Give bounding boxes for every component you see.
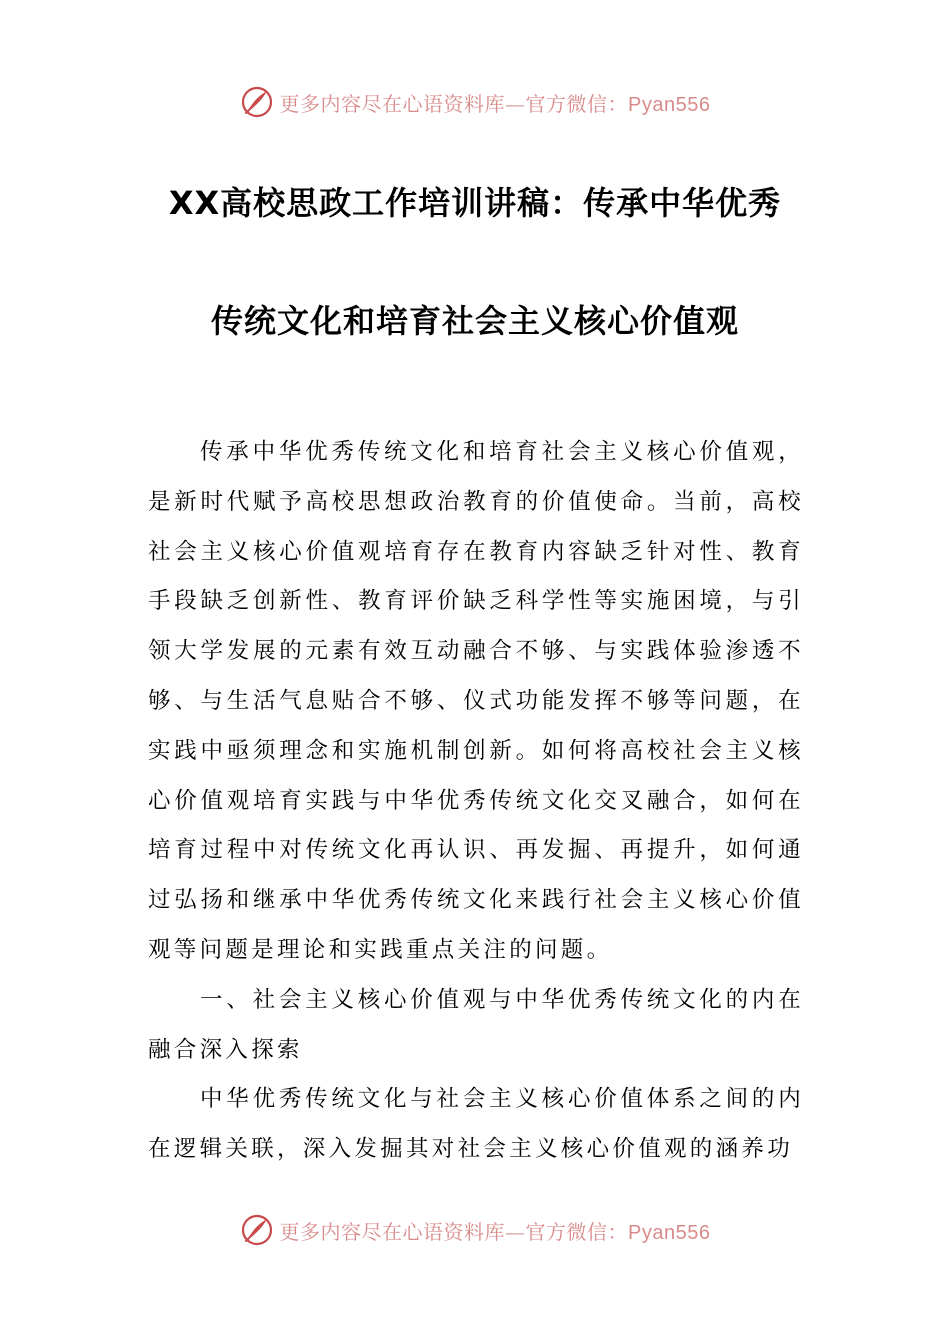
feather-pen-logo-icon xyxy=(240,1213,274,1247)
body-paragraph: 传承中华优秀传统文化和培育社会主义核心价值观，是新时代赋予高校思想政治教育的价值使命。当前，高校社会主义核心价值观培育存在教育内容缺乏针对性、教育手段缺乏创新性、教育评价缺乏科学性等实施困境，与引领大学发展的元素有效互动融合不够、与实践体验渗透不够、与生活气息贴合不够、仪式功能发挥不够等问题，在实践中亟须理念和实施机制创新。如何将高校社会主义核心价值观培育实践与中华优秀传统文化交叉融合，如何在培育过程中对传统文化再认识、再发掘、再提升，如何通过弘扬和继承中华优秀传统文化来践行社会主义核心价值观等问题是理论和实践重点关注的问题。 xyxy=(148,439,804,963)
feather-pen-logo-icon xyxy=(240,85,274,119)
body-paragraph: 中华优秀传统文化与社会主义核心价值体系之间的内在逻辑关联，深入发掘其对社会主义核心价值观的涵养功 xyxy=(148,1086,804,1163)
document-body xyxy=(148,428,804,1175)
watermark-text: 更多内容尽在心语资料库—官方微信：Pyan556 xyxy=(279,91,711,116)
document-title-line-2: 传统文化和培育社会主义核心价值观 xyxy=(210,302,739,340)
watermark-header xyxy=(0,82,950,122)
watermark-text: 更多内容尽在心语资料库—官方微信：Pyan556 xyxy=(279,1219,711,1244)
document-title-line-1: XX高校思政工作培训讲稿：传承中华优秀 xyxy=(168,184,782,222)
section-heading: 一、社会主义核心价值观与中华优秀传统文化的内在融合深入探索 xyxy=(148,986,804,1063)
watermark-footer xyxy=(0,1210,950,1250)
